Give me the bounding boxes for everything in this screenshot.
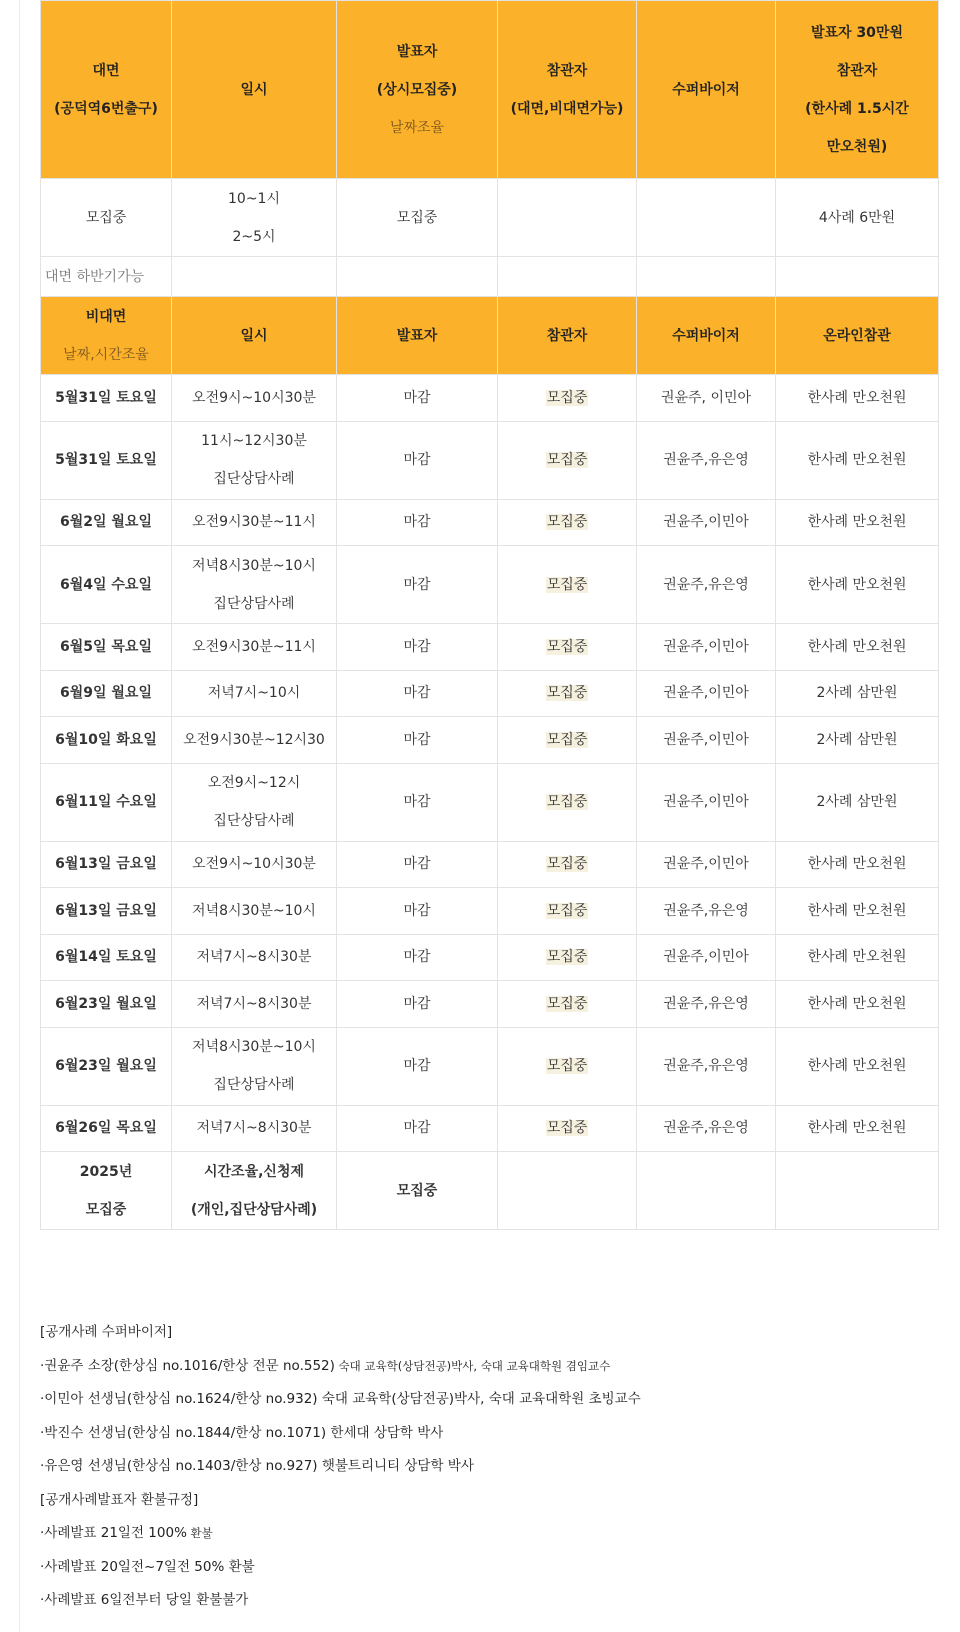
- session-time-text: 집단상담사례: [213, 471, 295, 487]
- header-presenter-text: (상시모집중): [376, 81, 458, 98]
- session-row: [41, 375, 939, 422]
- session-observer-status: [498, 981, 637, 1028]
- header-datetime: [172, 1, 337, 179]
- session-time: [172, 763, 337, 841]
- refund-note: [40, 1551, 920, 1585]
- session-presenter-status-text: 마감: [403, 995, 431, 1012]
- session-time: [172, 499, 337, 546]
- session-supervisor: [637, 670, 776, 717]
- session-observer-status: [498, 670, 637, 717]
- offline-note: [41, 257, 172, 297]
- session-observer-status-text: 모집중: [546, 638, 588, 655]
- session-presenter-status: [337, 421, 498, 499]
- session-presenter-status: [337, 1027, 498, 1105]
- refund-title-main: [공개사례발표자 환불규정]: [40, 1491, 199, 1508]
- session-supervisor-text: 권윤주,유은영: [663, 1058, 749, 1074]
- header-online-supervisor: [637, 297, 776, 375]
- session-date: [41, 499, 172, 546]
- session-time: [172, 981, 337, 1028]
- session-presenter-status-text: 마감: [403, 452, 431, 468]
- session-supervisor: [637, 763, 776, 841]
- header-online-datetime-text: 일시: [240, 327, 268, 344]
- offline-note-empty: [172, 257, 337, 297]
- session-supervisor: [637, 624, 776, 671]
- session-fee-text: 한사례 만오천원: [807, 902, 907, 919]
- session-observer-status-text: 모집중: [546, 576, 588, 593]
- session-fee-text: 한사례 만오천원: [807, 1120, 907, 1137]
- session-presenter-status-text: 마감: [403, 514, 431, 531]
- session-observer-status-text: 모집중: [546, 794, 588, 810]
- session-observer-status-text: 모집중: [546, 995, 588, 1012]
- header-online-presenter: [337, 297, 498, 375]
- session-date-text: 6월14일 토요일: [55, 949, 157, 966]
- year-status-text: 모집중: [85, 1201, 127, 1218]
- session-fee-text: 2사례 삼만원: [816, 794, 898, 810]
- session-supervisor-text: 권윤주,이민아: [663, 685, 749, 702]
- session-time: [172, 717, 337, 764]
- year-time-text: 시간조율,신청제: [204, 1163, 304, 1180]
- session-time: [172, 888, 337, 935]
- refund-note-main: ·사례발표 20일전~7일전 50% 환불: [40, 1558, 255, 1575]
- session-observer-status: [498, 934, 637, 981]
- session-date-text: 5월31일 토요일: [55, 389, 157, 406]
- session-time: [172, 375, 337, 422]
- session-date: [41, 888, 172, 935]
- session-supervisor: [637, 1027, 776, 1105]
- session-time: [172, 934, 337, 981]
- session-fee: [776, 763, 939, 841]
- session-time-text: 저녁7시~8시30분: [196, 1120, 312, 1137]
- session-date-text: 6월4일 수요일: [60, 576, 152, 593]
- session-observer-status: [498, 624, 637, 671]
- session-fee: [776, 717, 939, 764]
- session-supervisor: [637, 841, 776, 888]
- session-presenter-status: [337, 888, 498, 935]
- session-observer-status: [498, 841, 637, 888]
- session-time-text: 저녁7시~10시: [207, 685, 301, 702]
- session-presenter-status: [337, 546, 498, 624]
- session-presenter-status-text: 마감: [403, 856, 431, 873]
- offline-times-text: 10~1시: [228, 190, 280, 207]
- session-observer-status-text: 모집중: [546, 1120, 588, 1137]
- session-fee: [776, 499, 939, 546]
- header-online-sub: 날짜,시간조율: [63, 346, 149, 363]
- refund-title: [40, 1484, 920, 1518]
- session-date-text: 6월13일 금요일: [55, 902, 157, 919]
- header-presenter-sub: 날짜조율: [389, 119, 445, 136]
- session-observer-status: [498, 499, 637, 546]
- session-presenter-status: [337, 499, 498, 546]
- header-online-fee-text: 온라인참관: [823, 327, 891, 344]
- session-time-text: 11시~12시30분: [201, 433, 307, 449]
- session-time-text: 오전9시30분~11시: [192, 638, 316, 655]
- header-observer-text: 참관자: [546, 62, 588, 79]
- session-fee-text: 한사례 만오천원: [807, 1058, 907, 1074]
- session-presenter-status: [337, 934, 498, 981]
- refund-note-main: ·사례발표 21일전 100%: [40, 1525, 187, 1541]
- session-date-text: 6월26일 목요일: [55, 1120, 157, 1137]
- session-presenter-status-text: 마감: [403, 731, 431, 748]
- session-fee: [776, 624, 939, 671]
- session-date-text: 6월23일 월요일: [55, 995, 157, 1012]
- session-supervisor-text: 권윤주,이민아: [663, 514, 749, 531]
- refund-note-main: ·사례발표 6일전부터 당일 환불불가: [40, 1592, 249, 1608]
- session-presenter-status-text: 마감: [403, 794, 431, 810]
- session-row: [41, 546, 939, 624]
- session-date: [41, 717, 172, 764]
- offline-note-empty: [337, 257, 498, 297]
- session-time-text: 오전9시~10시30분: [192, 389, 316, 406]
- session-observer-status-text: 모집중: [546, 452, 588, 468]
- session-fee-text: 한사례 만오천원: [807, 576, 907, 593]
- session-presenter-status: [337, 670, 498, 717]
- session-observer-status: [498, 763, 637, 841]
- header-fee-text: (한사례 1.5시간: [805, 100, 909, 117]
- offline-status: [41, 179, 172, 257]
- offline-note-row: [41, 257, 939, 297]
- session-fee: [776, 421, 939, 499]
- header-online-observer: [498, 297, 637, 375]
- year-presenter-text: 모집중: [396, 1182, 438, 1199]
- session-row: [41, 1105, 939, 1152]
- session-date: [41, 981, 172, 1028]
- offline-times-text: 2~5시: [232, 228, 276, 245]
- schedule-table-body: [41, 1, 939, 1230]
- header-supervisor-text: 수퍼바이저: [672, 81, 740, 98]
- year-status-text: 2025년: [79, 1163, 133, 1180]
- session-fee-text: 한사례 만오천원: [807, 856, 907, 873]
- session-supervisor-text: 권윤주, 이민아: [660, 389, 752, 406]
- session-observer-status-text: 모집중: [546, 902, 588, 919]
- session-supervisor-text: 권윤주,유은영: [663, 576, 749, 593]
- header-online-fee: [776, 297, 939, 375]
- header-presenter-text: 발표자: [396, 43, 438, 60]
- session-date-text: 6월23일 월요일: [55, 1058, 157, 1074]
- header-offline-location-text: 대면: [92, 62, 120, 79]
- session-date: [41, 421, 172, 499]
- year-empty: [776, 1152, 939, 1230]
- session-observer-status: [498, 717, 637, 764]
- refund-note-detail: 환불: [186, 1526, 213, 1540]
- year-empty: [498, 1152, 637, 1230]
- session-presenter-status-text: 마감: [403, 1120, 431, 1137]
- offline-row: [41, 179, 939, 257]
- session-time-text: 저녁7시~8시30분: [196, 949, 312, 966]
- session-date: [41, 670, 172, 717]
- header-online: [41, 297, 172, 375]
- supervisor-note-main: ·유은영 선생님(한상심 no.1403/한상 no.927) 햇불트리니티 상담학 박사: [40, 1458, 474, 1474]
- supervisors-title: [40, 1316, 920, 1350]
- session-time: [172, 421, 337, 499]
- session-presenter-status-text: 마감: [403, 389, 431, 406]
- session-supervisor-text: 권윤주,이민아: [663, 856, 749, 873]
- session-presenter-status: [337, 624, 498, 671]
- supervisor-note-detail: 숙대 교육학(상담전공)박사, 숙대 교육대학원 겸임교수: [334, 1358, 611, 1373]
- session-date-text: 6월13일 금요일: [55, 856, 157, 873]
- session-time: [172, 670, 337, 717]
- offline-status-text: 모집중: [85, 209, 127, 226]
- header-fee-text: 발표자 30만원: [811, 24, 903, 41]
- supervisors-title-main: [공개사례 수퍼바이저]: [40, 1324, 173, 1340]
- offline-presenter: [337, 179, 498, 257]
- session-date: [41, 1105, 172, 1152]
- session-supervisor-text: 권윤주,이민아: [663, 638, 749, 655]
- session-supervisor: [637, 717, 776, 764]
- session-row: [41, 888, 939, 935]
- session-fee: [776, 546, 939, 624]
- schedule-table: [40, 0, 939, 1230]
- session-row: [41, 670, 939, 717]
- session-fee: [776, 981, 939, 1028]
- session-presenter-status: [337, 1105, 498, 1152]
- header-offline-location-text: (공덕역6번출구): [54, 100, 158, 117]
- session-row: [41, 624, 939, 671]
- session-fee: [776, 1105, 939, 1152]
- session-presenter-status-text: 마감: [403, 685, 431, 702]
- supervisor-note: [40, 1383, 920, 1417]
- session-observer-status-text: 모집중: [546, 731, 588, 748]
- session-time: [172, 546, 337, 624]
- header-observer: [498, 1, 637, 179]
- header-row-online: [41, 297, 939, 375]
- offline-note-empty: [776, 257, 939, 297]
- session-row: [41, 934, 939, 981]
- session-date: [41, 934, 172, 981]
- offline-note-text: 대면 하반기가능: [45, 268, 145, 285]
- offline-presenter-text: 모집중: [396, 209, 438, 226]
- refund-note: [40, 1584, 920, 1618]
- session-date-text: 5월31일 토요일: [55, 452, 157, 468]
- session-fee: [776, 1027, 939, 1105]
- session-fee-text: 2사례 삼만원: [816, 731, 898, 748]
- session-supervisor: [637, 934, 776, 981]
- session-observer-status: [498, 1027, 637, 1105]
- session-observer-status-text: 모집중: [546, 949, 588, 966]
- session-time-text: 집단상담사례: [213, 1077, 295, 1093]
- session-date: [41, 763, 172, 841]
- header-fee-text: 만오천원): [826, 138, 888, 155]
- session-supervisor-text: 권윤주,유은영: [663, 902, 749, 919]
- session-fee-text: 한사례 만오천원: [807, 995, 907, 1012]
- session-observer-status-text: 모집중: [546, 856, 588, 873]
- supervisor-note: [40, 1450, 920, 1484]
- session-row: [41, 421, 939, 499]
- session-supervisor-text: 권윤주,이민아: [663, 949, 749, 966]
- session-time-text: 저녁7시~8시30분: [196, 995, 312, 1012]
- supervisor-note: [40, 1417, 920, 1451]
- supervisor-note-main: ·박진수 선생님(한상심 no.1844/한상 no.1071) 한세대 상담학 박사: [40, 1424, 444, 1441]
- offline-fee: [776, 179, 939, 257]
- session-time-text: 오전9시~12시: [207, 775, 301, 791]
- header-row-offline: [41, 1, 939, 179]
- header-observer-text: (대면,비대면가능): [510, 100, 624, 117]
- header-online-supervisor-text: 수퍼바이저: [672, 327, 740, 344]
- session-date: [41, 1027, 172, 1105]
- session-time-text: 저녁8시30분~10시: [192, 557, 316, 574]
- session-supervisor-text: 권윤주,유은영: [663, 1120, 749, 1137]
- session-date: [41, 375, 172, 422]
- session-supervisor-text: 권윤주,이민아: [663, 731, 749, 748]
- year-empty: [637, 1152, 776, 1230]
- supervisor-note: [40, 1350, 920, 1384]
- session-observer-status: [498, 546, 637, 624]
- session-fee-text: 한사례 만오천원: [807, 638, 907, 655]
- header-fee: [776, 1, 939, 179]
- session-observer-status-text: 모집중: [546, 514, 588, 531]
- session-supervisor: [637, 1105, 776, 1152]
- session-supervisor-text: 권윤주,이민아: [663, 794, 749, 810]
- session-presenter-status: [337, 717, 498, 764]
- session-time-text: 오전9시30분~12시30: [183, 731, 325, 748]
- session-row: [41, 841, 939, 888]
- year-presenter: [337, 1152, 498, 1230]
- session-supervisor: [637, 888, 776, 935]
- session-fee: [776, 375, 939, 422]
- session-time-text: 오전9시~10시30분: [192, 856, 316, 873]
- session-date: [41, 624, 172, 671]
- session-time-text: 집단상담사례: [213, 595, 295, 612]
- session-row: [41, 717, 939, 764]
- session-fee: [776, 841, 939, 888]
- left-divider: [19, 0, 20, 1632]
- offline-times: [172, 179, 337, 257]
- session-supervisor-text: 권윤주,유은영: [663, 452, 749, 468]
- session-time: [172, 624, 337, 671]
- session-fee-text: 2사례 삼만원: [816, 685, 898, 702]
- session-date: [41, 841, 172, 888]
- session-date-text: 6월11일 수요일: [55, 794, 157, 810]
- session-supervisor: [637, 375, 776, 422]
- session-observer-status: [498, 375, 637, 422]
- session-presenter-status: [337, 375, 498, 422]
- session-fee-text: 한사례 만오천원: [807, 949, 907, 966]
- session-row: [41, 1027, 939, 1105]
- session-time: [172, 841, 337, 888]
- session-row: [41, 981, 939, 1028]
- session-time-text: 저녁8시30분~10시: [192, 902, 316, 919]
- session-date-text: 6월9일 월요일: [60, 685, 152, 702]
- supervisor-note-main: ·이민아 선생님(한상심 no.1624/한상 no.932) 숙대 교육학(상담전공)박사, 숙대 교육대학원 초빙교수: [40, 1391, 641, 1407]
- header-offline-location: [41, 1, 172, 179]
- header-presenter: [337, 1, 498, 179]
- session-time: [172, 1105, 337, 1152]
- supervisor-note-main: ·권윤주 소장(한상심 no.1016/한상 전문 no.552): [40, 1357, 335, 1374]
- header-datetime-text: 일시: [240, 81, 268, 98]
- session-row: [41, 763, 939, 841]
- session-time-text: 저녁8시30분~10시: [192, 1039, 316, 1055]
- year-row: [41, 1152, 939, 1230]
- session-date: [41, 546, 172, 624]
- session-presenter-status-text: 마감: [403, 1058, 431, 1074]
- header-fee-text: 참관자: [836, 62, 878, 79]
- offline-note-empty: [498, 257, 637, 297]
- session-time-text: 집단상담사례: [213, 813, 295, 829]
- session-observer-status: [498, 1105, 637, 1152]
- offline-observer: [498, 179, 637, 257]
- session-supervisor: [637, 546, 776, 624]
- year-status: [41, 1152, 172, 1230]
- session-date-text: 6월5일 목요일: [60, 638, 152, 655]
- notes-section: [40, 1316, 920, 1618]
- session-fee: [776, 934, 939, 981]
- header-online-text: 비대면: [85, 308, 127, 325]
- session-date-text: 6월10일 화요일: [55, 731, 157, 748]
- session-presenter-status: [337, 841, 498, 888]
- session-presenter-status: [337, 981, 498, 1028]
- session-presenter-status-text: 마감: [403, 949, 431, 966]
- session-observer-status-text: 모집중: [546, 1058, 588, 1074]
- session-supervisor-text: 권윤주,유은영: [663, 995, 749, 1012]
- session-fee-text: 한사례 만오천원: [807, 389, 907, 406]
- session-supervisor: [637, 421, 776, 499]
- session-observer-status-text: 모집중: [546, 389, 588, 406]
- session-time: [172, 1027, 337, 1105]
- header-supervisor: [637, 1, 776, 179]
- session-fee-text: 한사례 만오천원: [807, 514, 907, 531]
- session-presenter-status-text: 마감: [403, 638, 431, 655]
- session-presenter-status-text: 마감: [403, 576, 431, 593]
- year-time-text: (개인,집단상담사례): [190, 1201, 318, 1218]
- offline-note-empty: [637, 257, 776, 297]
- session-fee: [776, 670, 939, 717]
- header-online-datetime: [172, 297, 337, 375]
- session-supervisor: [637, 499, 776, 546]
- refund-note: [40, 1517, 920, 1551]
- session-fee-text: 한사례 만오천원: [807, 452, 907, 468]
- header-online-presenter-text: 발표자: [396, 327, 438, 344]
- session-time-text: 오전9시30분~11시: [192, 514, 316, 531]
- session-supervisor: [637, 981, 776, 1028]
- session-presenter-status-text: 마감: [403, 902, 431, 919]
- offline-fee-text: 4사례 6만원: [818, 209, 896, 226]
- session-observer-status-text: 모집중: [546, 685, 588, 702]
- session-fee: [776, 888, 939, 935]
- offline-supervisor: [637, 179, 776, 257]
- session-row: [41, 499, 939, 546]
- session-observer-status: [498, 888, 637, 935]
- session-date-text: 6월2일 월요일: [60, 514, 152, 531]
- session-presenter-status: [337, 763, 498, 841]
- year-time: [172, 1152, 337, 1230]
- session-observer-status: [498, 421, 637, 499]
- header-online-observer-text: 참관자: [546, 327, 588, 344]
